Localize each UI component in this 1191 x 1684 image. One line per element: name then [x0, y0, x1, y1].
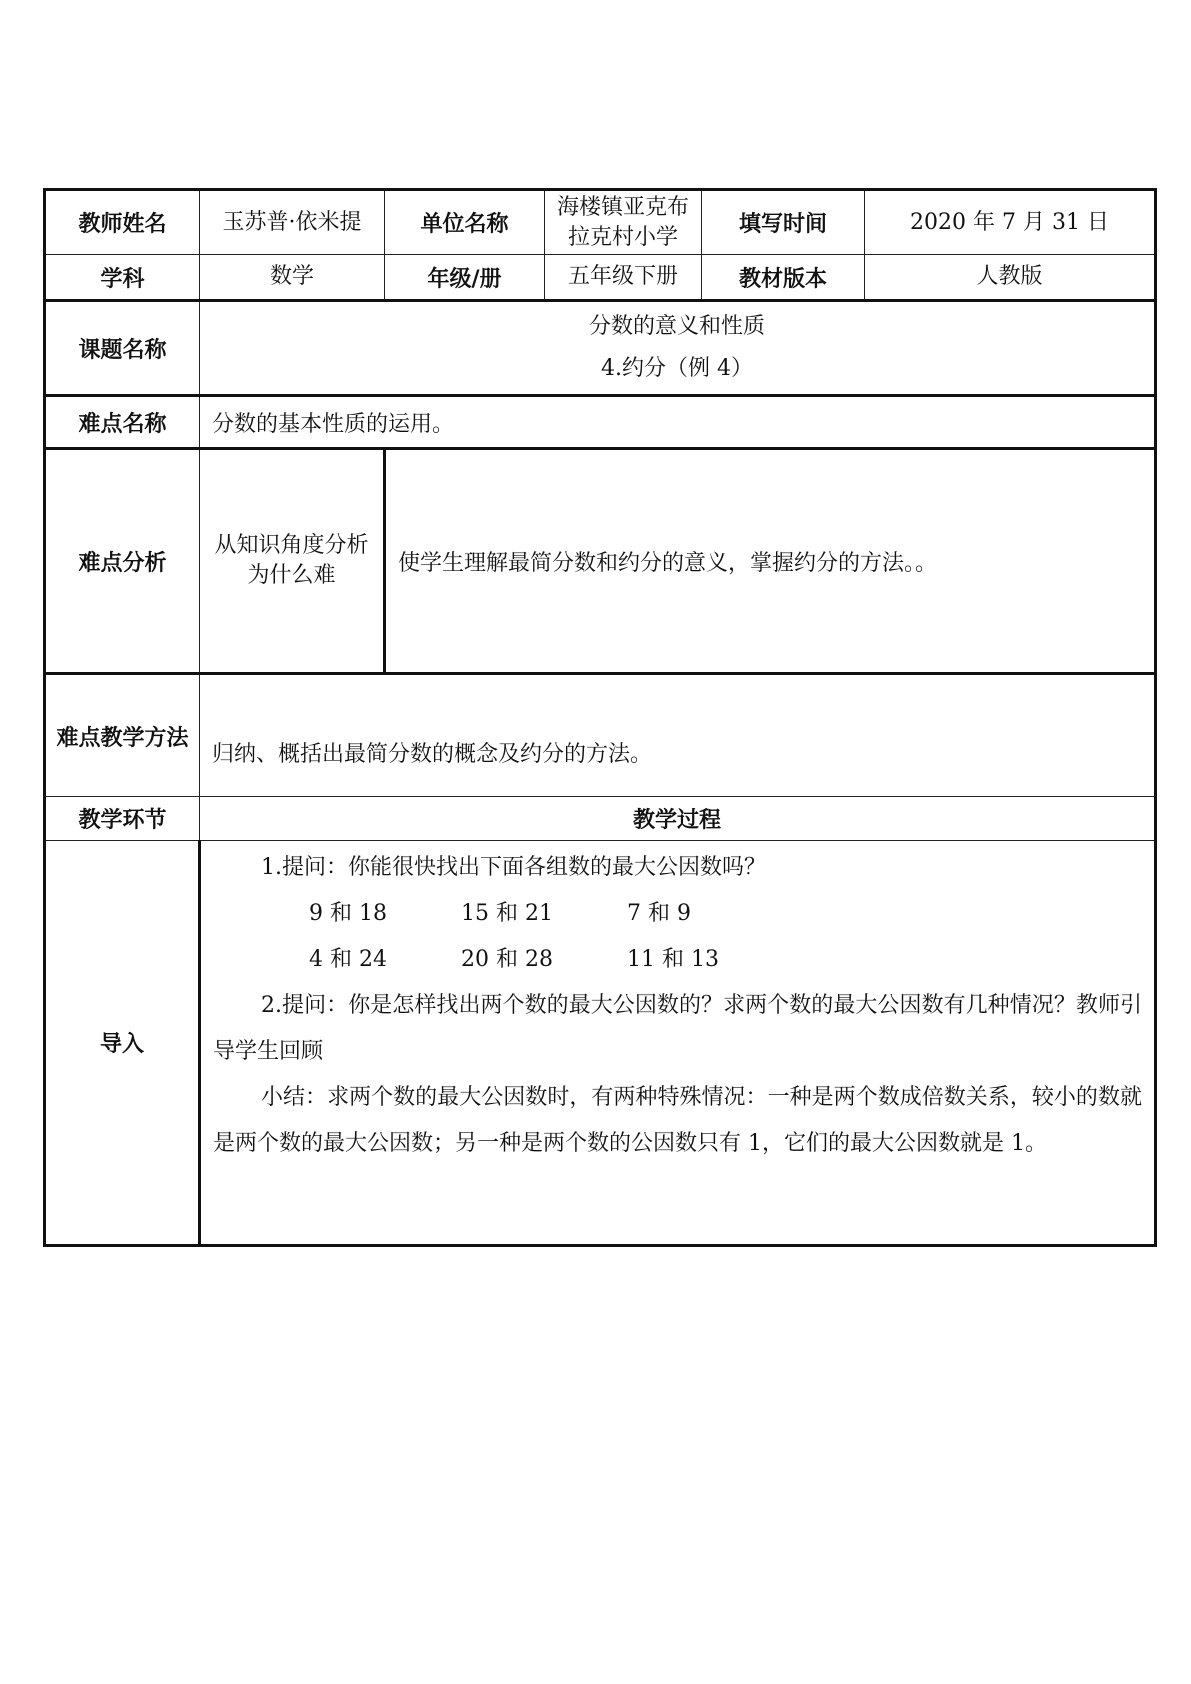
fill-date-label: 填写时间 [702, 190, 865, 255]
teacher-name-label: 教师姓名 [45, 190, 200, 255]
stage-name: 导入 [45, 841, 200, 1246]
number-pair: 15 和 21 [460, 901, 553, 926]
difficulty-label: 难点名称 [45, 396, 200, 449]
analysis-sub-line2: 为什么难 [247, 563, 336, 588]
table-row [45, 301, 1156, 396]
lesson-title-label: 课题名称 [45, 301, 200, 396]
analysis-subheading [200, 449, 385, 674]
method-label: 难点教学方法 [45, 674, 200, 797]
number-group-row-2 [213, 937, 1142, 983]
process-header: 教学过程 [200, 797, 1156, 841]
method-value: 归纳、概括出最简分数的概念及约分的方法。 [200, 674, 1156, 797]
teacher-name-value: 玉苏普·依米提 [200, 190, 385, 255]
edition-value: 人教版 [865, 255, 1156, 301]
unit-name-line2: 拉克村小学 [567, 224, 678, 250]
table-row [45, 841, 1156, 1246]
subject-label: 学科 [45, 255, 200, 301]
unit-name-value [545, 190, 702, 255]
lesson-title-line1: 分数的意义和性质 [588, 314, 765, 339]
subject-value: 数学 [200, 255, 385, 301]
grade-value: 五年级下册 [545, 255, 702, 301]
number-group-row-1 [213, 891, 1142, 937]
difficulty-value: 分数的基本性质的运用。 [200, 396, 1156, 449]
unit-name-label: 单位名称 [385, 190, 545, 255]
fill-date-value: 2020 年 7 月 31 日 [865, 190, 1156, 255]
unit-name-line1: 海楼镇亚克布 [556, 194, 689, 220]
analysis-value: 使学生理解最简分数和约分的意义，掌握约分的方法。。 [385, 449, 1156, 674]
stage-header: 教学环节 [45, 797, 200, 841]
analysis-label: 难点分析 [45, 449, 200, 674]
table-row [45, 396, 1156, 449]
table-row [45, 797, 1156, 841]
lesson-title-value [200, 301, 1156, 396]
number-pair: 9 和 18 [309, 901, 387, 926]
analysis-sub-line1: 从知识角度分析 [214, 533, 369, 558]
number-pair: 11 和 13 [626, 947, 719, 972]
table-row [45, 255, 1156, 301]
process-content [200, 841, 1156, 1246]
lesson-plan-table [43, 188, 1157, 1247]
table-row [45, 674, 1156, 797]
question-1: 1.提问：你能很快找出下面各组数的最大公因数吗？ [261, 855, 766, 880]
lesson-title-line2: 4.约分（例 4） [601, 356, 753, 381]
edition-label: 教材版本 [702, 255, 865, 301]
number-pair: 7 和 9 [626, 901, 691, 926]
number-pair: 20 和 28 [460, 947, 553, 972]
question-2: 2.提问：你是怎样找出两个数的最大公因数的？求两个数的最大公因数有几种情况？教师引导学生回顾 [213, 993, 1142, 1064]
table-row [45, 449, 1156, 674]
summary: 小结：求两个数的最大公因数时，有两种特殊情况：一种是两个数成倍数关系，较小的数就是两个数的最大公因数；另一种是两个数的公因数只有 1，它们的最大公因数就是 1。 [213, 1085, 1142, 1156]
table-row [45, 190, 1156, 255]
grade-label: 年级/册 [385, 255, 545, 301]
number-pair: 4 和 24 [309, 947, 387, 972]
